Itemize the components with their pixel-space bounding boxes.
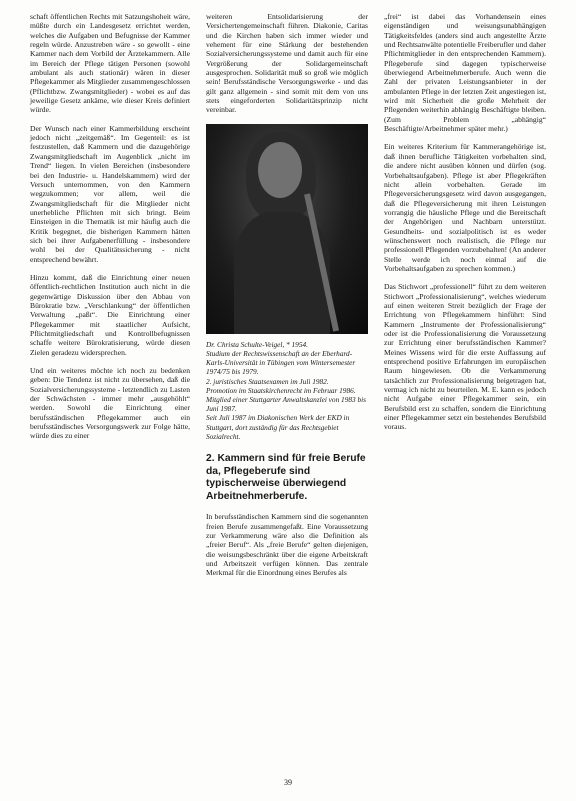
paragraph: Und ein weiteres möchte ich noch zu bedenken geben: Die Tendenz ist nicht zu übersehen, daß die Sozialversicherungssysteme - letztendlich zu Lasten der Schwächsten - immer mehr „ausgehöhlt“ werden. Sowohl die Einrichtung einer berufsständischen Pflegekammer auch ein berufsständisches Versorgungswerk zur Folge hätte, würde dies zu einer [30,366,190,441]
paragraph: Ein weiteres Kriterium für Kammerangehörige ist, daß ihnen berufliche Tätigkeiten vorbehalten sind, die andere nicht ausüben können und dürfen (sog. Vorbehaltsaufgaben). Pflege ist aber Pflegekräften nicht allein vorbehalten. Gerade im Pflegeversicherungsgesetz wird davon ausgegangen, daß die Pflegeversicherung mit ihren Leistungen vorrangig die häusliche Pflege und die Bereitschaft der Angehörigen und Nachbarn unterstützt. Gesundheits- und sozialpolitisch ist es weder wünschenswert noch realistisch, die Pflege nur professionell Pflegenden vorzubehalten! (An anderer Stelle werde ich noch einmal auf die Vorbehaltsaufgaben zu sprechen kommen.) [384,142,546,273]
column-middle [206,12,368,587]
bio-line: Seit Juli 1987 im Diakonischen Werk der EKD in Stuttgart, dort zuständig für das Rechtsgebiet Sozialrecht. [206,413,350,441]
photo-caption: Dr. Christa Schulte-Veigel, * 1954. [206,339,308,349]
paragraph: Der Wunsch nach einer Kammerbildung erscheint jedoch nicht „zeitgemäß“. Im Gegenteil: es ist festzustellen, daß Kammern und die dazugehörige Zwangsmitgliedschaft im Augenblick „nicht im Trend“ liegen. In vielen Bereichen (insbesondere bei den Industrie- u. Handelskammern) wird der Versuch unternommen, von den Kammern wegzukommen; vor allem, weil die Zwangsmitgliedschaft für die Mitglieder nicht unerhebliche Pflichten mit sich bringt. Beim Einsteigen in die Thematik ist mir häufig auch die Kritik begegnet, die bisherigen Kammern hätten sich bei ihrer Aufgabenerfüllung - insbesondere wohl bei der Qualitätssicherung - nicht entsprechend bewährt. [30,123,190,264]
bio-line: 2. juristisches Staatsexamen im Juli 1982. [206,376,329,386]
bio-line: Mitglied einer Stuttgarter Anwaltskanzlei von 1983 bis Juni 1987. [206,395,366,414]
paragraph: Das Stichwort „professionell“ führt zu dem weiteren Stichwort „Professionalisierung“, welches wiederum auf einen weiteren Streit bezüglich der Frage der Errichtung von Pflegekammern hinführt: Sind Kammern „Instrumente der Professionalisierung“ oder ist die Professionalisierung die Voraussetzung zur Errichtung einer berufsständischen Kammer? Meines Wissens wird für die erste Auffassung auf entsprechend positive Erfahrungen im europäischen Raum hingewiesen. Ob die Verkammerung tatsächlich zur Professionalisierung beigetragen hat, vermag ich nicht zu beurteilen. M. E. kann es jedoch nicht Aufgabe einer Pflegekammer sein, ein Berufsbild erst zu schaffen, sondern die Einrichtung einer Pflegekammer setzt ein bestehendes Berufsbild voraus. [384,282,546,432]
paragraph: Hinzu kommt, daß die Einrichtung einer neuen öffentlich-rechtlichen Institution auch nicht in die gegenwärtige Diskussion über den Abbau von Bürokratie bzw. „Verschlankung“ der öffentlichen Verwaltung „paßt“. Die Einrichtung einer Pflegekammer mit staatlicher Aufsicht, Pflichtmitgliedschaft und Kontrollbefugnissen schaffe weitere Bürokratisierung, würde diesen Zielen geradezu widersprechen. [30,272,190,357]
paragraph: „frei“ ist dabei das Vorhandensein eines eigenständigen und weisungsunabhängigen Tätigkeitsfeldes (anders sind auch angestellte Ärzte und Rechtsanwälte potentielle Freiberufler und daher Pflichtmitglieder in den entsprechenden Kammern). Pflegeberufe sind dagegen typischerweise überwiegend Arbeitnehmerberufe. Auch wenn die Zahl der privaten Leistungsanbieter in der ambulanten Pflege in der letzten Zeit angestiegen ist, wird mit Sicherheit die große Mehrheit der Pflegenden weiterhin abhängig Beschäftigte bleiben. (Zum Problem „abhängig“ Beschäftigte/Arbeitnehmer später mehr.) [384,12,546,134]
column-right [384,12,546,441]
paragraph: weiteren Entsolidarisierung der Versichertengemeinschaft führen. Diakonie, Caritas und die Kirchen haben sich immer wieder und vehement für eine Stärkung der bestehenden Sozialversicherungssysteme und damit auch für eine Vergrößerung der Solidargemeinschaft ausgesprochen. Solidarität muß so groß wie möglich sein! Berufsständische Versorgungswerke - und das gilt ganz allgemein - sind somit mit dem von uns stets eingeforderten Solidaritätsprinzip nicht vereinbar. [206,12,368,115]
page-number: 39 [284,778,292,787]
paragraph: In berufsständischen Kammern sind die sogenannten freien Berufe zusammengefaßt. Eine Voraussetzung zur Verkammerung wäre also die Definition als „freier Beruf“. Als „freie Berufe“ gelten diejenigen, die weisungsbeschränkt über die eigene Arbeitskraft und Arbeitszeit verfügen können. Das zentrale Merkmal für die Einordnung eines Berufes als [206,512,368,578]
bio-line: Promotion im Staatskirchenrecht im Februar 1986. [206,385,356,395]
photo-face-shape [258,142,302,198]
bio-line: Studium der Rechtswissenschaft an der Eberhard-Karls-Universität in Tübingen vom Wintersemester 1974/75 bis 1979. [206,348,356,377]
portrait-photo [206,124,368,334]
photo-caption-block [206,340,368,441]
column-left [30,12,190,450]
paragraph: schaft öffentlichen Rechts mit Satzungshoheit wäre, müßte durch ein Landesgesetz errichtet werden, welches die Aufgaben und Befugnisse der Kammer regeln würde. Anzustreben wäre - so gewollt - eine Kammer nach dem Vorbild der Ärztekammern. Alle im Bereich der Pflege tätigen Personen (sowohl ambulant als auch stationär) wären in dieser Pflegekammer als Mitglieder zusammengeschlossen (Pflichtbzw. Zwangsmitglieder) - wobei es auf das jeweilige Gesetz ankäme, wie dieser Kreis definiert würde. [30,12,190,115]
section-heading: 2. Kammern sind für freie Berufe da, Pflegeberufe sind typischerweise überwiegend Arbeitnehmerberufe. [206,453,366,502]
